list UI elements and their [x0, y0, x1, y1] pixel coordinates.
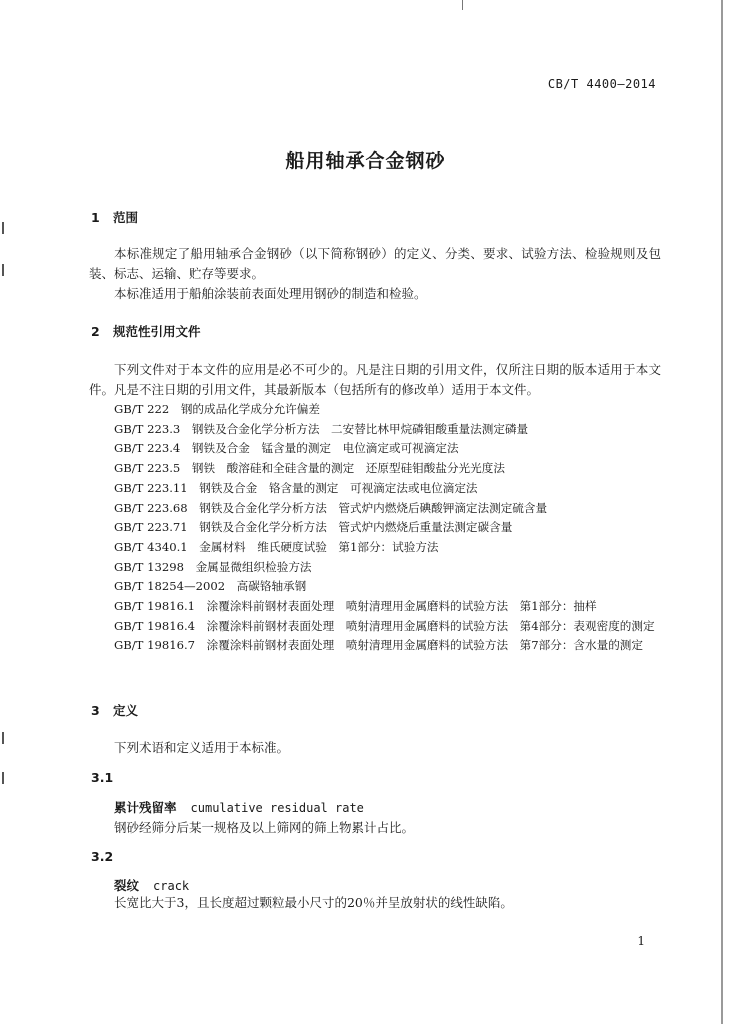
term-entry [114, 798, 364, 816]
reference-item: GB/T 223.3 钢铁及合金化学分析方法 二安替比林甲烷磷钼酸重量法测定磷量 [114, 421, 529, 436]
reference-item: GB/T 223.11 钢铁及合金 铬含量的测定 可视滴定法或电位滴定法 [114, 480, 478, 495]
document-title: 船用轴承合金钢砂 [285, 150, 446, 172]
reference-item: GB/T 223.4 钢铁及合金 锰含量的测定 电位滴定或可视滴定法 [114, 441, 459, 456]
reference-item: GB/T 4340.1 金属材料 维氏硬度试验 第1部分：试验方法 [114, 539, 439, 554]
term-english: cumulative residual rate [190, 801, 364, 815]
term-definition: 钢砂经筛分后某一规格及以上筛网的筛上物累计占比。 [114, 820, 415, 835]
term-chinese: 裂纹 [114, 878, 140, 893]
standard-number: CB/T 4400—2014 [547, 77, 656, 91]
section-title: 定义 [113, 703, 139, 718]
term-definition: 长宽比大于3，且长度超过颗粒最小尺寸的20％并呈放射状的线性缺陷。 [114, 895, 513, 910]
scan-margin-mark [2, 264, 4, 276]
section-heading-definitions [91, 701, 138, 719]
scan-margin-mark [2, 732, 4, 744]
scope-paragraph: 本标准适用于船舶涂装前表面处理用钢砂的制造和检验。 [114, 286, 427, 301]
term-english: crack [153, 879, 190, 893]
term-number: 3.2 [91, 849, 114, 864]
term-number: 3.1 [91, 770, 114, 785]
section-number: 2 [91, 324, 100, 339]
scan-margin-mark [2, 772, 4, 784]
reference-item: GB/T 19816.1 涂覆涂料前钢材表面处理 喷射清理用金属磨料的试验方法 第1部分：抽样 [114, 599, 597, 614]
reference-item: GB/T 223.5 钢铁 酸溶硅和全硅含量的测定 还原型硅钼酸盐分光光度法 [114, 461, 505, 476]
reference-list [89, 400, 661, 656]
section-heading-normative-refs [91, 322, 201, 340]
section-title: 范围 [113, 210, 139, 225]
reference-item: GB/T 13298 金属显微组织检验方法 [114, 559, 312, 574]
scope-paragraph: 本标准规定了船用轴承合金钢砂（以下简称钢砂）的定义、分类、要求、试验方法、检验规则及包装、标志、运输、贮存等要求。 [89, 246, 661, 281]
reference-item: GB/T 223.68 钢铁及合金化学分析方法 管式炉内燃烧后碘酸钾滴定法测定硫含量 [114, 500, 548, 515]
section-heading-scope [91, 208, 138, 226]
reference-item: GB/T 18254—2002 高碳铬轴承钢 [114, 579, 307, 594]
term-chinese: 累计残留率 [114, 800, 177, 815]
scan-margin-mark [2, 222, 4, 234]
reference-item: GB/T 19816.7 涂覆涂料前钢材表面处理 喷射清理用金属磨料的试验方法 第7部分：含水量的测定 [114, 638, 643, 653]
section-number: 3 [91, 703, 100, 718]
term-entry [114, 876, 189, 894]
reference-item: GB/T 19816.4 涂覆涂料前钢材表面处理 喷射清理用金属磨料的试验方法 第4部分：表观密度的测定 [114, 618, 655, 633]
scan-tick-mark [462, 0, 463, 10]
section-number: 1 [91, 210, 100, 225]
reference-item: GB/T 223.71 钢铁及合金化学分析方法 管式炉内燃烧后重量法测定碳含量 [114, 520, 513, 535]
page-number: 1 [637, 934, 645, 948]
section-title: 规范性引用文件 [113, 324, 201, 339]
normative-refs-intro: 下列文件对于本文件的应用是必不可少的。凡是注日期的引用文件，仅所注日期的版本适用于本文件。凡是不注日期的引用文件，其最新版本（包括所有的修改单）适用于本文件。 [89, 362, 661, 397]
definitions-intro: 下列术语和定义适用于本标准。 [114, 740, 290, 755]
reference-item: GB/T 222 钢的成品化学成分允许偏差 [114, 402, 320, 416]
